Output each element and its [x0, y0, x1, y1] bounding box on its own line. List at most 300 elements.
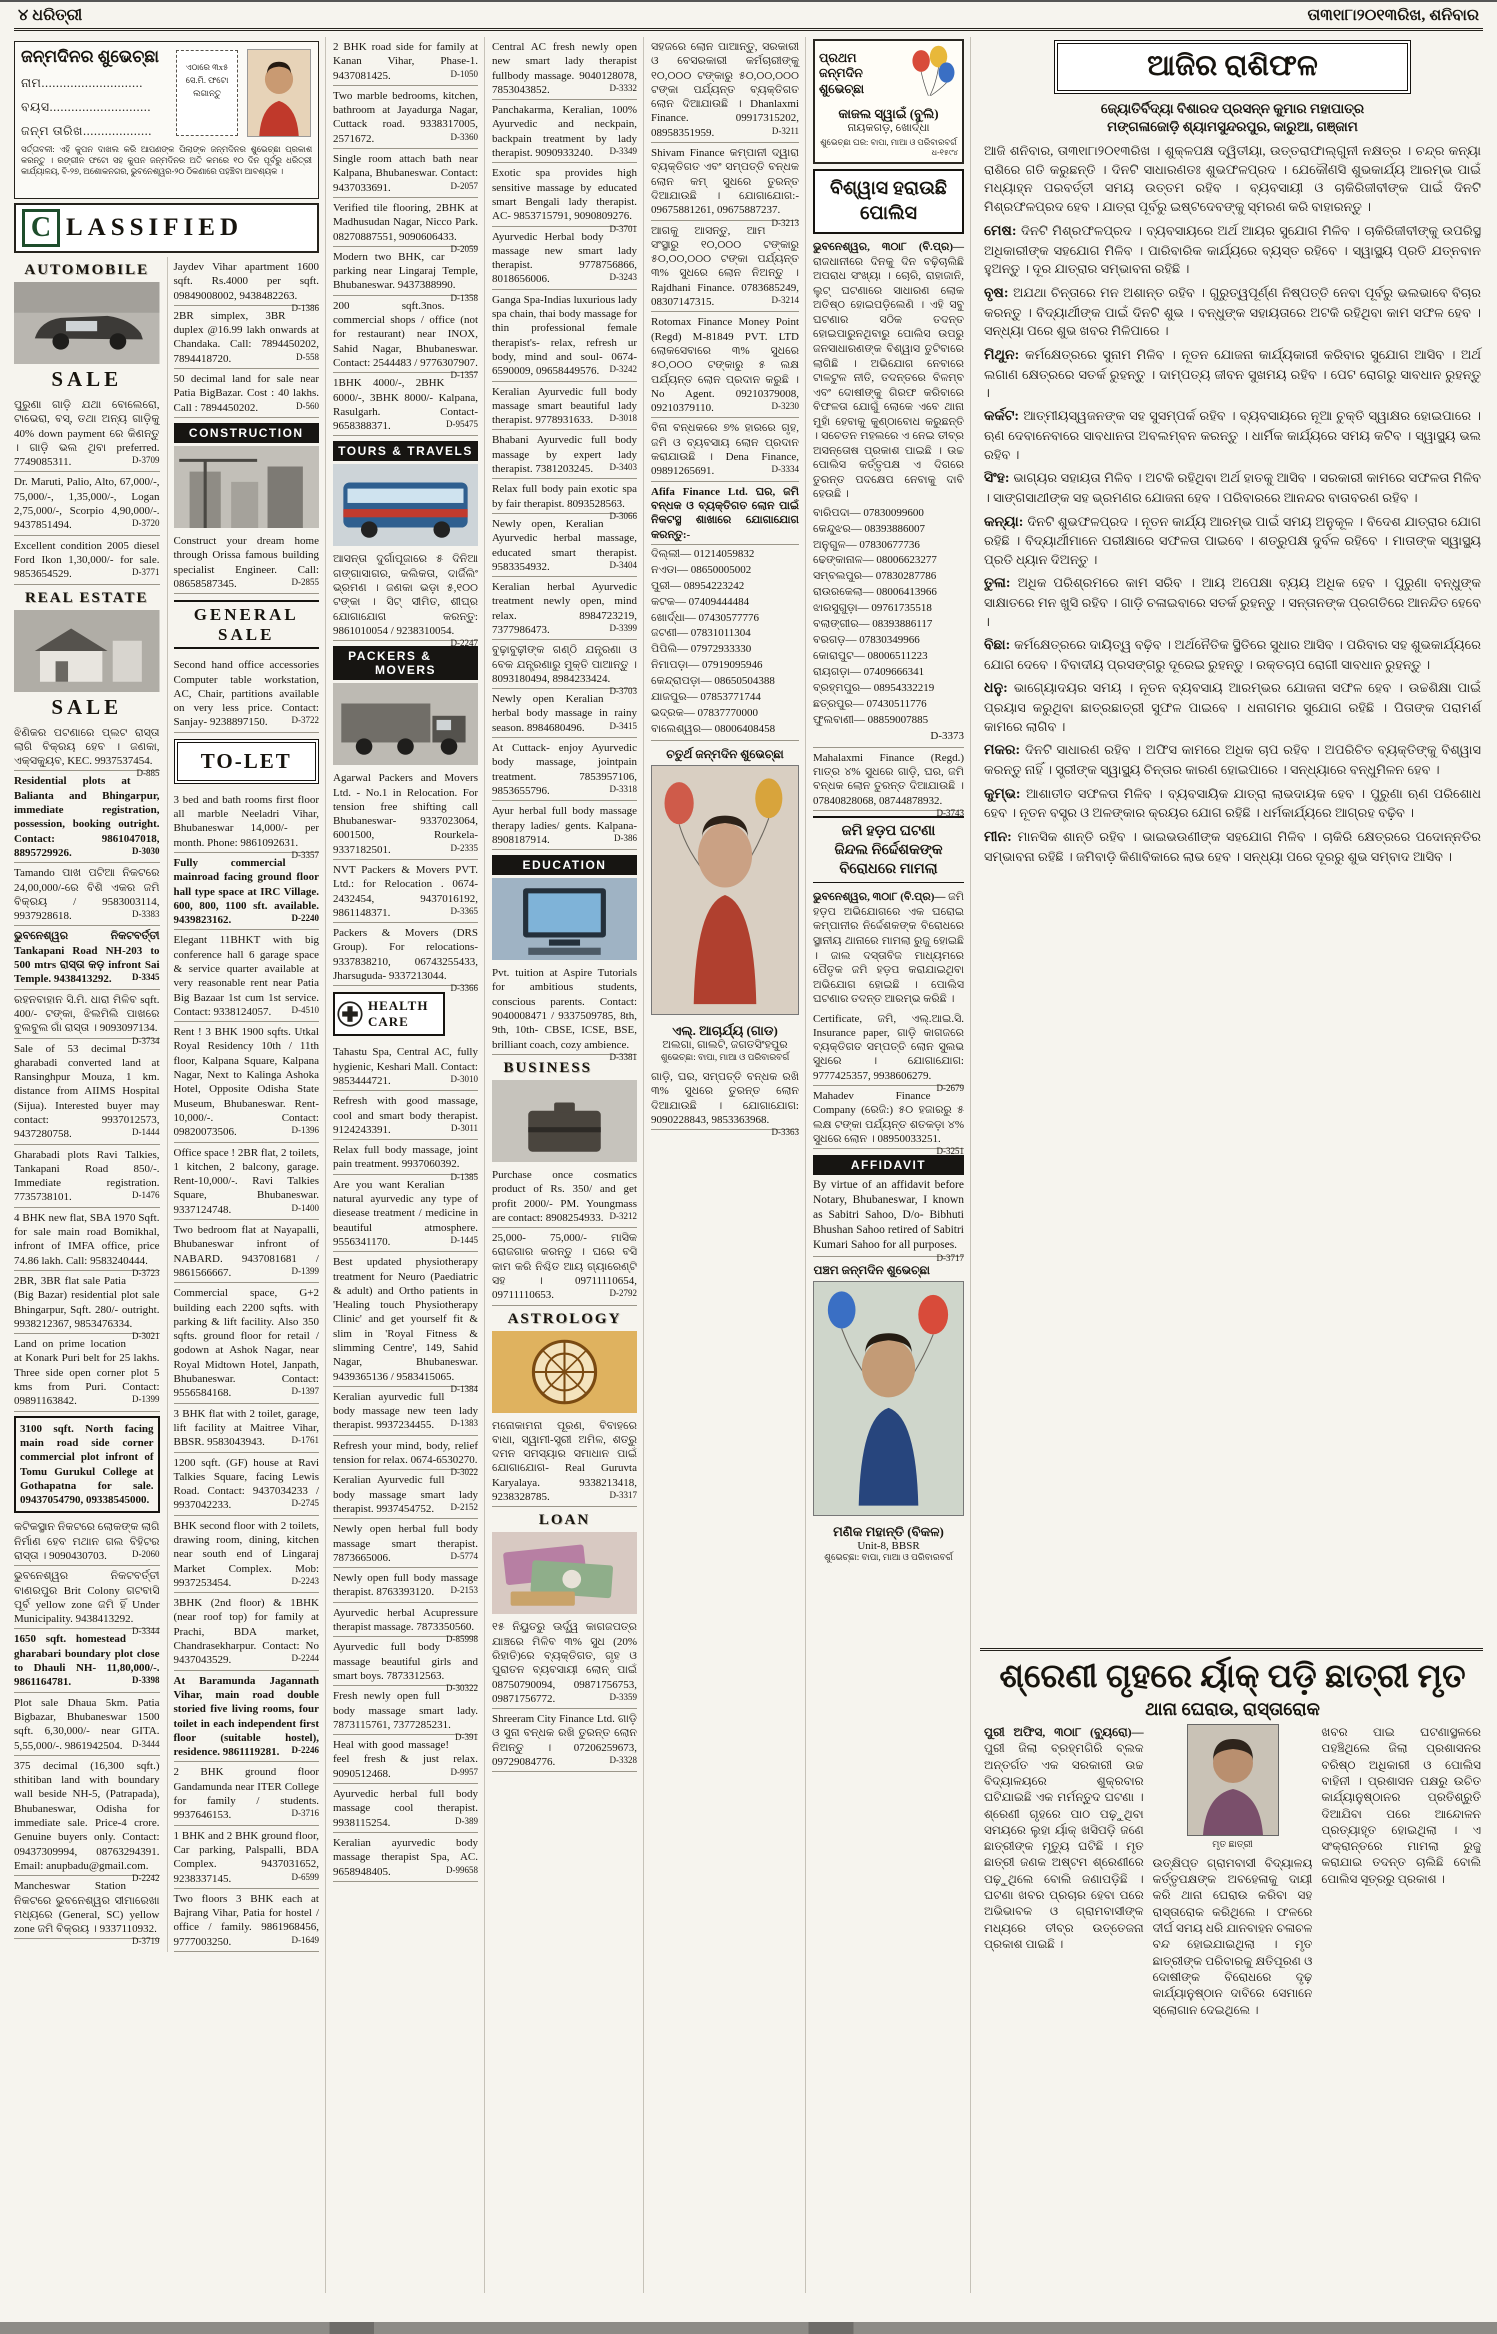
general-sale-label: SALE	[218, 624, 275, 644]
ad-code: D-2792	[609, 1288, 637, 1299]
coupon-title: ଜନ୍ମଦିନର ଶୁଭେଚ୍ଛା	[21, 47, 160, 66]
astrology-title: ASTROLOGY	[507, 1310, 622, 1327]
classified-ad	[333, 1140, 478, 1182]
zodiac-sign-name: ସିଂହ :	[984, 471, 1013, 486]
fourth-birthday-place: ଅଲଗା, ଗାଲଟି, ଜଗତସିଂହପୁର	[662, 1039, 788, 1052]
classified-ad	[333, 1436, 478, 1478]
classified-ad	[333, 860, 478, 923]
ad-text: NVT Packers & Movers PVT. Ltd.: for Relocation . 0674-2432454, 9437016192, 9861148371.	[333, 863, 478, 919]
branch-phone-entry: ଫୁଲବାଣୀ— 08859007885	[813, 713, 929, 726]
classified-ad	[333, 1091, 478, 1140]
branch-phone-entry: ସମ୍ବଲପୁର— 07830287786	[813, 570, 937, 583]
ad-code: D-3010	[450, 1073, 478, 1084]
horoscope-sign-entry	[984, 284, 1481, 341]
ad-text: ବୁଢ଼ାବୁଢ଼ୀଙ୍କ ଗଣ୍ଠି ଯନ୍ତ୍ରଣା ଓ ବେକ ଯନ୍ତ୍ରଣାରୁ ମୁକ୍ତି ପାଆନ୍ତୁ । 8093180494, 8984233424.	[492, 644, 637, 685]
zodiac-sign-prediction: କର୍ମକ୍ଷେତ୍ରରେ ଦାୟିତ୍ୱ ବଢ଼ିବ । ଅର୍ଥନୈତିକ ସ୍ଥିତିରେ ସୁଧାର ଆସିବ । ପରିବାର ସହ ଶୁଭକାର୍ଯ୍ୟରେ ଯୋଗ ଦେବେ । ବିବାଦୀୟ ପ୍ରସଙ୍ଗରୁ ଦୂରେଇ ରୁହନ୍ତୁ । ରକ୍ତଚାପ ରୋଗୀ ସାବଧାନ ରୁହନ୍ତୁ ।	[984, 637, 1481, 673]
classified-ad	[651, 312, 799, 418]
ad-text: Two bedroom flat at Nayapalli, Bhubaneswar infront of NABARD. 9437081681 / 9861566667.	[173, 1224, 319, 1279]
ad-text: Two marble bedrooms, kitchen, bathroom at Jayadurga Nagar, Cuttack road. 9338317005, 2571672.	[333, 89, 478, 145]
classified-ad	[14, 771, 160, 863]
column4-top-ads	[492, 37, 637, 850]
ad-text: Newly open herbal full body massage smart therapist. 7873665006.	[333, 1523, 478, 1564]
ad-text: Mahadev Finance Company (ରେଜି:) ୫୦ ହଜାରରୁ ୫ ଲକ୍ଷ ଟଙ୍କା ପର୍ଯ୍ୟନ୍ତ ଶତକଡ଼ା ୪% ସୁଧରେ ଲୋନ । 08950033251.	[813, 1090, 964, 1145]
horoscope-sign-entry	[984, 513, 1481, 570]
first-birthday-place: ନାୟକଗଡ଼, ଖୋର୍ଦ୍ଧା	[847, 122, 930, 134]
ad-text: Rent ! 3 BHK 1900 sqfts. Utkal Royal Residency 10th / 11th floor, Kalpana Square, Kalpana Nagar, Next to Kalinga Ashoka Hotel, Opposite Odisha State Museum, Bhubaneswar. Rent-10,000/-. Contact: 09820073506.	[173, 1026, 319, 1139]
classified-ad	[333, 149, 478, 198]
ad-text: 2BR, 3BR flat sale Patia (Big Bazar) residential plot sale Bhingarpur, Sqft. 280/- outright. 9938212367, 9853476334.	[14, 1274, 160, 1330]
classified-ad	[333, 1042, 478, 1091]
classified-ad	[174, 1671, 320, 1763]
branch-phone-entry: ବାଲେଶ୍ୱର— 08006408458	[651, 723, 776, 736]
classified-ad	[813, 1086, 964, 1157]
first-birthday-wisher: ଶୁଭେଚ୍ଛା ଘର: ବାପା, ମାଆ ଓ ପରିବାରବର୍ଗ	[820, 137, 957, 147]
classified-ad	[173, 790, 320, 860]
ad-text: 3 BHK flat with 2 toilet, garage, lift facility at Maitree Vihar, BBSR. 9583043943.	[173, 1407, 319, 1449]
zodiac-sign-name: ମୀନ :	[984, 830, 1018, 845]
date-line: ତା୩୧ା୮ା୨୦୧୩ରିଖ, ଶନିବାର	[1307, 7, 1479, 24]
deceased-student-photo	[1187, 1724, 1279, 1836]
ad-code: D-3709	[132, 455, 160, 466]
zodiac-sign-name: ବିଛା :	[984, 638, 1014, 653]
classified-ad	[333, 373, 478, 436]
astrology-ads	[492, 1416, 637, 1508]
ad-code: D-3701	[609, 223, 637, 234]
automobile-ads	[14, 395, 160, 585]
health-care-title: HEALTH CARE	[368, 998, 429, 1030]
ad-code: D-2240	[291, 913, 319, 924]
general-label: GENERAL	[193, 605, 299, 625]
page-number: ୪ ଧରିତ୍ରୀ	[18, 7, 83, 24]
classified-ad	[333, 1784, 478, 1833]
medical-cross-icon	[337, 1001, 363, 1027]
zodiac-sign-name: କନ୍ୟା :	[984, 515, 1027, 530]
ad-code: D-3360	[450, 131, 478, 142]
classified-ad	[174, 1022, 320, 1142]
tours-title: TOURS & TRAVELS	[333, 441, 478, 461]
first-birthday-name: କାଜଲ ସ୍ୱାଇଁ (ବୁଲି)	[838, 106, 939, 121]
ad-code: D-4510	[291, 1004, 319, 1015]
ad-code: D-3716	[291, 1808, 319, 1819]
ad-text: 2 BHK ground floor Gandamunda near ITER College for family / students. 9937646153.	[173, 1766, 319, 1822]
ad-text: Relax full body massage, joint pain treatment. 9937060392.	[333, 1144, 478, 1171]
classified-ad	[174, 853, 320, 930]
ad-text: 1 BHK and 2 BHK ground floor, Car parking, Palspalli, BDA Complex. 9437031652, 9238337145.	[173, 1829, 319, 1885]
section-general-sale	[174, 600, 320, 649]
classified-ad	[333, 923, 478, 994]
horoscope-sign-entry	[984, 407, 1481, 464]
branch-phone-entry: କଟକ— 07409444484	[651, 595, 750, 608]
afifa-branch-list-a	[651, 545, 799, 741]
ad-text: Verified tile flooring, 2BHK at Madhusudan Nagar, Nicco Park. 08270887551, 9090606433.	[333, 201, 478, 243]
ad-code: D-3363	[771, 1127, 799, 1138]
classified-ad	[492, 963, 637, 1062]
ad-code: D-1476	[132, 1190, 160, 1201]
classified-ad	[14, 1876, 160, 1947]
ad-code: D-3399	[609, 622, 637, 633]
classified-masthead	[14, 203, 319, 253]
computer-photo	[492, 878, 637, 960]
classified-ad	[14, 1145, 160, 1208]
column3-top-ads	[333, 37, 478, 436]
business-ads	[492, 1165, 637, 1306]
ad-code: D-3030	[132, 845, 160, 856]
land-grab-headline: ଜମି ହଡ଼ପ ଘଟଣା ଜିନ୍ଦଲ ନିର୍ଦ୍ଦେଶକଙ୍କ ବିରୋଧରେ ମାମଲା	[813, 816, 964, 884]
ad-code: D-95475	[446, 419, 478, 430]
ad-code: D-3365	[450, 905, 478, 916]
horoscope-astrologer: ଜ୍ୟୋତିର୍ବିଦ୍ୟା ବିଶାରଦ ପ୍ରସନ୍ନ କୁମାର ମହାପାତ୍ର	[1100, 100, 1365, 116]
ad-code: D-1358	[450, 292, 478, 303]
ad-text: Fresh newly open full body massage smart lady. 7873115761, 7377285231.	[333, 1690, 478, 1731]
ad-text: Single room attach bath near Kalpana, Bhubaneswar. Contact: 9437033691.	[333, 153, 478, 194]
photo-placeholder-box: ଏଠାରେ ୩x୫ ସେ.ମି. ଫଟୋ ଲଗାନ୍ତୁ	[176, 50, 238, 136]
news-body-column-1: ପୁରୀ ଅଫିସ, ୩୦ା୮ (ବ୍ୟୁରୋ)— ପୁରୀ ଜିଲା ବ୍ରହ୍ମଗିରି ବ୍ଲକ ଅନ୍ତର୍ଗତ ଏକ ସରକାରୀ ଉଚ୍ଚ ବିଦ୍ୟାଳୟରେ ଶୁକ୍ରବାର ଘଟିଯାଇଛି ଏକ ମର୍ମନ୍ତୁଦ ଘଟଣା । ଶ୍ରେଣୀ ଗୃହରେ ପାଠ ପଢ଼ୁଥିବା ସମୟରେ ଲୁହା ର୍ୟାକ୍ ଖସିପଡ଼ି ଜଣେ ଛାତ୍ରୀଙ୍କ ମୃତ୍ୟୁ ଘଟିଛି । ମୃତ ଛାତ୍ରୀ ଜଣକ ଅଷ୍ଟମ ଶ୍ରେଣୀରେ ପଢ଼ୁଥିଲେ ବୋଲି ଜଣାପଡ଼ିଛି । ଘଟଣା ଖବର ପ୍ରଚାର ହେବା ପରେ ଅଭିଭାବକ ଓ ଗ୍ରାମବାସୀଙ୍କ ମଧ୍ୟରେ ତୀବ୍ର ଉତ୍ତେଜନା ପ୍ରକାଶ ପାଇଛି ।	[984, 1724, 1144, 1952]
classified-ad	[14, 863, 160, 926]
section-construction	[174, 423, 320, 528]
ad-code: D-1386	[291, 302, 319, 313]
ad-text: Purchase once cosmatics product of Rs. 350/ and get profit 2000/- PM. Youngmass are contact: 8908254933.	[492, 1168, 637, 1224]
branch-phone-entry: ବ୍ରହ୍ମପୁର— 08954332219	[813, 681, 935, 694]
ad-code: D-3722	[291, 715, 319, 726]
ad-text: Construct your dream home through Orissa famous building specialist Engineer. Call: 08658587345.	[173, 534, 319, 590]
zodiac-sign-name: ମେଷ :	[984, 224, 1021, 239]
classified-ad	[173, 257, 320, 313]
classified-ad	[492, 290, 637, 382]
ad-text: 50 decimal land for sale near Patia BigBazar. Cost : 40 lakhs. Call : 7894450202.	[173, 373, 319, 414]
zodiac-wheel-photo	[492, 1331, 637, 1413]
ad-code: D-3317	[609, 1490, 637, 1501]
ad-text: ଗାଡ଼ି, ଘର, ସମ୍ପତ୍ତି ବନ୍ଧକ ରଖି ୩% ସୁଧରେ ତୁରନ୍ତ ଲୋନ ଦିଆଯାଉଛି । ଯୋଗାଯୋଗ: 9090228843, 9853363968.	[651, 1071, 799, 1126]
police-news-headline: ବିଶ୍ୱାସ ହରାଉଛି ପୋଲିସ	[813, 169, 964, 234]
coupon-note: ସର୍ତ୍ତାବଳୀ: ଏହି କୁପନ ଦାଖଲ କରି ଆପଣଙ୍କ ପିଲାଙ୍କ ଜନ୍ମଦିନର ଶୁଭେଚ୍ଛା ପ୍ରକାଶ କରନ୍ତୁ । ରଙ୍ଗୀନ ଫଟୋ ସହ କୁପନ ଜନ୍ମଦିନର ଅତି କମରେ ୧୦ ଦିନ ପୂର୍ବରୁ ଧରିତ୍ରୀ କାର୍ଯ୍ୟାଳୟ, ବି-୨୭, ଅଶୋକନଗର, ଭୁବନେଶ୍ୱର-୨୦ ଠିକଣାରେ ପହଞ୍ଚିବା ଆବଶ୍ୟକ ।	[21, 145, 312, 176]
ad-text: 375 decimal (16,300 sqft.) sthitiban land with boundary wall beside NH-5, (Patrapada), Bhubaneswar, Odisha for immediate sale. Price-4 crore. Genuine buyers only. Contact: 09437309994, 08763294391. Email: anupbadu@gmail.com.	[14, 1759, 160, 1872]
zodiac-sign-prediction: ଭାଗ୍ୟୋଦୟର ସମୟ । ନୂତନ ବ୍ୟବସାୟ ଆରମ୍ଭର ଯୋଜନା ସଫଳ ହେବ । ଉଚ୍ଚଶିକ୍ଷା ପାଇଁ ପ୍ରୟାସ କରୁଥିବା ଛାତ୍ରଛାତ୍ରୀ ସୁଫଳ ପାଇବେ । ଧନାଗମର ସୁଯୋଗ ରହିଛି । ପିତାଙ୍କ ପରାମର୍ଶ କାମରେ ଲାଗିବ ।	[984, 680, 1481, 734]
ad-text: At Cuttack- enjoy Ayurvedic body massage, jointpain treatment. 7853957106, 9853655796.	[492, 742, 637, 797]
ad-code: D-1385	[450, 1171, 478, 1182]
zodiac-sign-prediction: ଦିନଟି ମିଶ୍ରଫଳପ୍ରଦ । ବ୍ୟବସାୟରେ ଅର୍ଥ ଆୟର ସୁଯୋଗ ମିଳିବ । ଚାକିରିଜୀବୀଙ୍କୁ ଉପରିସ୍ଥ ଅଧିକାରୀଙ୍କ ସହଯୋଗ ମିଳିବ । ପାରିବାରିକ କାର୍ଯ୍ୟରେ ବ୍ୟସ୍ତ ରହିବେ । ସ୍ୱାସ୍ଥ୍ୟ ପ୍ରତି ଯତ୍ନବାନ ହୁଅନ୍ତୁ । ଦୂର ଯାତ୍ରାର ସମ୍ଭାବନା ରହିଛି ।	[984, 223, 1481, 277]
classified-ad	[14, 1208, 160, 1278]
ad-text: Central AC fresh newly open new smart lady therapist fullbody massage. 9040128078, 7853043852.	[492, 41, 637, 96]
ad-code: D-1445	[450, 1234, 478, 1245]
finance-ads-bottom	[651, 1067, 799, 1138]
ad-text: Shreeram City Finance Ltd. ଗାଡ଼ି ଓ ସୁନା ବନ୍ଧକ ରଖି ତୁରନ୍ତ ଲୋନ ନିଅନ୍ତୁ । 07206259673, 09729084776.	[492, 1713, 637, 1769]
business-title: BUSINESS	[503, 1059, 593, 1076]
ad-text: Fully commercial mainroad facing ground floor hall type space at IRC Village. 600, 800, 1100 sft. available. 9439823162.	[173, 856, 319, 927]
branch-phone-entry: ଜଟଣୀ— 07831011304	[651, 627, 751, 640]
classified-ad	[14, 1693, 160, 1756]
ad-text: ଆଗକୁ ଆସନ୍ତୁ, ଆମ ସଂସ୍ଥାରୁ ୧୦,୦୦୦ ଟଙ୍କାରୁ ୫୦,୦୦,୦୦୦ ଟଙ୍କା ପର୍ଯ୍ୟନ୍ତ ୩% ସୁଧରେ ଲୋନ ନିଅନ୍ତୁ । Rajdhani Finance. 0783685249, 08307147315.	[651, 224, 799, 309]
ad-text: Gharabadi plots Ravi Talkies, Tankapani Road 850/-. Immediate registration. 7735738101.	[14, 1148, 160, 1204]
branch-phone-entry: ଖୋର୍ଦ୍ଧା— 07430577776	[651, 611, 760, 624]
ad-text: Office space ! 2BR flat, 2 toilets, 1 kitchen, 2 balcony, garage. Rent-10,000/-. Ravi Talkies Square, Bhubaneswar. 9337124748.	[173, 1146, 319, 1216]
ad-code: D-386	[614, 832, 637, 843]
ad-code: D-9957	[450, 1766, 478, 1777]
land-grab-dateline: ଭୁବନେଶ୍ୱର, ୩୦ା୮ (ବି.ପ୍ର)—	[813, 891, 946, 904]
zodiac-sign-name: ବୃଷ :	[984, 286, 1013, 301]
ad-code: D-3349	[609, 146, 637, 157]
column6-finance-ads-2	[813, 1009, 964, 1157]
ad-code: D-3243	[609, 272, 637, 283]
ad-code: D-3344	[132, 1626, 160, 1637]
ad-code: D-5774	[450, 1550, 478, 1561]
horoscope-sign-entry	[984, 469, 1481, 507]
classified-ad	[492, 163, 637, 234]
classified-ad	[174, 1453, 320, 1516]
land-grab-body: ଭୁବନେଶ୍ୱର, ୩୦ା୮ (ବି.ପ୍ର)— ଜମି ହଡ଼ପ ଅଭିଯୋଗରେ ଏକ ଘରୋଇ କମ୍ପାନୀର ନିର୍ଦ୍ଦେଶକଙ୍କ ବିରୋଧରେ ସ୍ଥାନୀୟ ଥାନାରେ ମାମଲା ରୁଜୁ ହୋଇଛି । ଜାଲ ଦସ୍ତାବିଜ ମାଧ୍ୟମରେ ପୈତୃକ ଜମି ହଡ଼ପ କରାଯାଇଥିବା ଅଭିଯୋଗ ହୋଇଛି । ପୋଲିସ ଘଟଣାର ତଦନ୍ତ ଆରମ୍ଭ କରିଛି ।	[813, 891, 964, 1006]
construction-ads	[174, 531, 320, 594]
ad-text: Commercial space, G+2 building each 2200 sqfts. with parking & lift facility. Also 350 sqfts. ground floor for retail / godown at Ashok Nagar, near Royal Midtown Hotel, Janpath, Bhubaneswar. Contact: 9556584168.	[173, 1287, 319, 1400]
ad-code: D-3022	[450, 1467, 478, 1478]
ad-text: Ayur herbal full body massage therapy ladies/ gents. Kalpana- 8908187914.	[492, 805, 637, 846]
ad-code: D-3743	[936, 807, 964, 818]
ad-code: D-3251	[936, 1146, 964, 1157]
zodiac-sign-prediction: ଅଯଥା ଚିନ୍ତାରେ ମନ ଅଶାନ୍ତ ରହିବ । ଗୁରୁତ୍ୱପୂର୍ଣ୍ଣ ନିଷ୍ପତ୍ତି ନେବା ପୂର୍ବରୁ ଭଲଭାବେ ବିଚାର କରନ୍ତୁ । ବିଦ୍ୟାର୍ଥୀଙ୍କ ପାଇଁ ଦିନଟି ଶୁଭ । ବନ୍ଧୁଙ୍କ ସହାୟତାରେ ଅଟକି ରହିଥିବା କାମ ସଫଳ ହେବ । ସନ୍ଧ୍ୟା ପରେ ଶୁଭ ଖବର ମିଳିପାରେ ।	[984, 284, 1481, 339]
ad-text: Tamando ପାଖ ପଟିଆ ନିକଟରେ 24,00,000/-ରେ ବିଶି ଏକର ଜମି ବିକ୍ରୟ / 9583003114, 9937928618.	[14, 867, 160, 923]
branch-phone-entry: ଦିଲ୍ଲୀ— 01214059832	[651, 547, 755, 560]
classified-ad	[333, 1252, 478, 1394]
classified-ad	[651, 418, 799, 481]
ad-text: Mancheswar Station ନିକଟରେ ଭୁବନେଶ୍ୱର ସୀମାରେଖା ମଧ୍ୟରେ (General, SC) yellow zone ଜମି ବିକ୍ରୟ । 9337110932.	[14, 1880, 160, 1936]
ad-text: Packers & Movers (DRS Group). For relocations-9337838210, 06743255433, Jharsuguda- 9337213044.	[333, 927, 478, 983]
ad-code: D-3334	[771, 464, 799, 475]
horoscope-title: ଆଜିର ରାଶିଫଳ	[1054, 40, 1412, 94]
news-dateline: ପୁରୀ ଅଫିସ, ୩୦ା୮ (ବ୍ୟୁରୋ)—	[984, 1724, 1144, 1739]
classified-ad	[492, 1709, 637, 1772]
horoscope-column	[980, 37, 1483, 1651]
ad-code: D-3359	[609, 1691, 637, 1702]
classified-ad	[14, 1039, 160, 1145]
ad-code: D-558	[296, 351, 319, 362]
classified-ad	[14, 1416, 160, 1514]
ad-code: D-1050	[450, 68, 478, 79]
ad-code: D-6599	[291, 1871, 319, 1882]
classified-ad	[14, 1629, 160, 1692]
zodiac-sign-prediction: ମାନସିକ ଶାନ୍ତି ରହିବ । ଭାଇଭଉଣୀଙ୍କ ସହଯୋଗ ମିଳିବ । ଚାକିରି କ୍ଷେତ୍ରରେ ପଦୋନ୍ନତିର ସମ୍ଭାବନା ରହିଛି । ଜମିବାଡ଼ି କିଣାବିକାରେ ଲାଭ ହେବ । ସନ୍ଧ୍ୟା ପରେ ଦୂରରୁ ଶୁଭ ସମ୍ବାଦ ଆସିବ ।	[984, 828, 1481, 864]
column2-top-ads	[174, 257, 320, 418]
classified-ad	[492, 100, 637, 163]
zodiac-sign-prediction: ଦିନଟି ସାଧାରଣ ରହିବ । ଅଫିସ କାମରେ ଅଧିକ ଚାପ ରହିବ । ଅପରିଚିତ ବ୍ୟକ୍ତିଙ୍କୁ ବିଶ୍ୱାସ କରନ୍ତୁ ନାହିଁ । ସ୍ତ୍ରୀଙ୍କ ସ୍ୱାସ୍ଥ୍ୟ ଚିନ୍ତାର କାରଣ ହୋଇପାରେ । ସନ୍ଧ୍ୟାରେ ବନ୍ଧୁମିଳନ ହେବ ।	[984, 742, 1481, 778]
packers-title: PACKERS & MOVERS	[333, 646, 478, 680]
news-body-column-2: ମୃତ ଛାତ୍ରୀ ଉତ୍‌କ୍ଷିପ୍ତ ଗ୍ରାମବାସୀ ବିଦ୍ୟାଳୟ କର୍ତ୍ତୃପକ୍ଷଙ୍କ ଅବହେଳାକୁ ଦାୟୀ କରି ଥାନା ଘେରାଉ କରିବା ସହ ରାସ୍ତାରୋକ କରିଥିଲେ । ଫଳରେ ଦୀର୍ଘ ସମୟ ଧରି ଯାନବାହନ ଚଳାଚଳ ବନ୍ଦ ହୋଇଯାଇଥିଲା । ମୃତ ଛାତ୍ରୀଙ୍କ ପରିବାରକୁ କ୍ଷତିପୂରଣ ଓ ଦୋଷୀଙ୍କ ବିରୋଧରେ ଦୃଢ଼ କାର୍ଯ୍ୟାନୁଷ୍ଠାନ ଦାବିରେ ସେମାନେ ସ୍ଲୋଗାନ ଦେଇଥିଲେ ।	[1153, 1724, 1313, 2018]
branch-phone-entry: ରାଉରକେଲା— 08006413966	[813, 586, 937, 599]
branch-phone-entry: ପୁରୀ— 08954223242	[651, 579, 745, 592]
ad-text: Excellent condition 2005 diesel Ford Ikon 1,30,000/- for sale. 9853654529.	[14, 539, 160, 581]
horoscope-sign-entry	[984, 574, 1481, 631]
classified-ad	[333, 86, 478, 149]
classified-ad	[333, 1568, 478, 1603]
zodiac-sign-name: ମକର :	[984, 743, 1025, 758]
ad-text: Agarwal Packers and Movers Ltd. - No.1 in Relocation. For tension free shifting call Bhubaneswar- 9337023064, 6001500, Rourkela-9337182501.	[333, 772, 478, 856]
ad-text: Keralian herbal Ayurvedic treatment newly open, mind relax. 8984723219, 7377986473.	[492, 581, 637, 636]
ad-code: D-3723	[132, 1267, 160, 1278]
afifa-branch-list-b	[813, 504, 964, 748]
branch-phone-entry: ଛତ୍ରପୁର— 07430511776	[813, 697, 927, 710]
classified-ad	[174, 1283, 320, 1403]
classified-ad	[174, 930, 320, 1022]
ad-code: D-1357	[450, 370, 478, 381]
classified-ad	[174, 1143, 320, 1220]
ad-code: D-2153	[450, 1585, 478, 1596]
classified-ad	[14, 990, 160, 1046]
classified-ad	[14, 1334, 160, 1411]
ad-text: Keralian Ayurvedic full body massage smart lady therapist. 9937454752.	[333, 1474, 478, 1515]
fifth-birthday-photo	[813, 1281, 964, 1516]
classified-c-initial: C	[22, 209, 60, 247]
ad-text: କଟିକସ୍ଥାନ ନିକଟରେ ଲୋକଙ୍କ ଲାଗି ନିର୍ମାଣ ହେବ ମଥାନ ଗଲ ବିହିଟର ରାସ୍ତା । 9090430703.	[14, 1521, 160, 1562]
ad-text: Ayurvedic full body massage beautiful girls and smart boys. 7873312563.	[333, 1641, 478, 1682]
ad-text: Refresh with good massage, cool and smart body therapist. 9124243391.	[333, 1095, 478, 1136]
section-affidavit: AFFIDAVIT	[813, 1155, 964, 1175]
classified-ad	[174, 1889, 320, 1952]
ad-text: Plot sale Dhaua 5km. Patia Bigbazar, Bhubaneswar 1500 sqft. 6,30,000/- near GITA. 5,55,000/-. 9861942504.	[14, 1696, 160, 1752]
ad-code: D-3018	[609, 413, 637, 424]
horoscope-intro: ଆଜି ଶନିବାର, ତା୩୧ା୮ା୨୦୧୩ରିଖ । ଶୁକ୍ଳପକ୍ଷ ଦ୍ୱିତୀୟା, ଉତ୍ତରାଫାଲ୍‌ଗୁନୀ ନକ୍ଷତ୍ର । ଚନ୍ଦ୍ର କନ୍ୟା ରାଶିରେ ଗତି କରୁଛନ୍ତି । ଦିନଟି ସାଧାରଣତଃ ଶୁଭଫଳପ୍ରଦ । ଯେକୌଣସି ଶୁଭକାର୍ଯ୍ୟ ଆରମ୍ଭ ପାଇଁ ମଧ୍ୟାହ୍ନ ପରବର୍ତ୍ତୀ ସମୟ ଉତ୍ତମ ରହିବ । ବ୍ୟବସାୟୀ ଓ ଚାକିରିଜୀବୀଙ୍କ ପାଇଁ ଦିନଟି ମିଶ୍ରଫଳପ୍ରଦ ହେବ । ଯାତ୍ରା ପୂର୍ବରୁ ଇଷ୍ଟଦେବଙ୍କୁ ସ୍ମରଣ କରି ବାହାରନ୍ତୁ ।	[984, 143, 1481, 214]
to-let-ads	[174, 790, 320, 1952]
news-headline: ଶ୍ରେଣୀ ଗୃହରେ ର୍ୟାକ୍ ପଡ଼ି ଛାତ୍ରୀ ମୃତ	[999, 1659, 1466, 1695]
ad-code: D-1383	[450, 1418, 478, 1429]
zodiac-sign-name: ଧନୁ :	[984, 681, 1014, 696]
ad-code: D-2060	[132, 1549, 160, 1559]
fourth-birthday-name: ଏଲ୍. ଆଚାର୍ଯ୍ୟ (ଗାଡ)	[672, 1023, 778, 1039]
branch-phone-entry: କୋରାପୁଟ— 08006511223	[813, 650, 928, 663]
truck-photo	[333, 683, 478, 765]
ad-text: ୧୫ ନିୟୁତରୁ ଊର୍ଦ୍ଧ୍ୱ କାଗଜପତ୍ର ଯାଞ୍ଚରେ ମିଳିବ ୩% ସୁଧ (20% ରିହାତି)ରେ ବ୍ୟକ୍ତିଗତ, ଗୃହ ଓ ପୁରାତନ ବ୍ୟବସାୟୀ ଲୋନ୍ ପାଇଁ 08750790094, 09871756753, 09871756772.	[492, 1621, 637, 1705]
classified-ad	[14, 926, 160, 989]
classified-column-1	[14, 257, 160, 1952]
branch-phone-entry: ବରଗଡ଼— 07830349966	[813, 634, 920, 647]
zodiac-sign-name: ମିଥୁନ :	[984, 348, 1025, 363]
ad-text: 2BR simplex, 3BR duplex @16.99 lakh onwards at Chandaka. Call: 7894450202, 7894418720.	[173, 309, 319, 365]
classified-ad	[492, 37, 637, 100]
ad-text: Keralian ayurvedic full body massage new teen lady therapist. 9937234455.	[333, 1390, 478, 1432]
ad-code: D-3383	[132, 909, 160, 920]
news-article	[980, 1651, 1483, 2018]
ad-code: D-2855	[291, 576, 319, 587]
classified-ad	[492, 1228, 637, 1305]
real-estate-sale-label: SALE	[51, 694, 123, 719]
ad-code: D-3415	[609, 720, 637, 731]
branch-phone-entry: ନଏଡା— 08650005002	[651, 563, 752, 576]
classified-ad	[14, 1271, 160, 1342]
ad-code: D-1444	[132, 1127, 160, 1138]
health-care-ads	[333, 1042, 478, 1881]
bus-photo	[333, 464, 478, 546]
real-estate-title: REAL ESTATE	[24, 589, 149, 606]
section-health-care	[333, 992, 445, 1036]
ad-code: D-1399	[132, 1394, 160, 1405]
ad-code: D-2246	[291, 1745, 319, 1756]
classified-ad	[492, 430, 637, 479]
ad-text: Land on prime location at Konark Puri belt for 25 lakhs. Three side open corner plot 5 kms from Puri. Contact: 09891163842.	[14, 1338, 160, 1408]
ad-code: D-85998	[446, 1634, 478, 1645]
ad-code: D-3230	[771, 401, 799, 412]
ad-text: ଭୁବନେଶ୍ୱର ନିକଟବର୍ତ୍ତୀ ବାଣରପୁର Brit Colony ଗଟବାସି ପୂର୍ବ yellow zone ଜମି ହିଁ Under Municipality. 9438413292.	[14, 1570, 160, 1626]
ad-code: D-1397	[291, 1386, 319, 1397]
ad-text: Are you want Keralian natural ayurvedic any type of diesease treatment / medicine in beautiful atmosphere. 9556341170.	[333, 1178, 478, 1248]
ad-code: D-3444	[132, 1738, 160, 1749]
page-bottom-strip	[0, 2322, 1497, 2334]
classified-ad	[174, 655, 320, 732]
classified-wordmark: LASSIFIED	[66, 214, 243, 241]
fifth-birthday-name: ମଣିକ ମହାନ୍ତି (ବିକଳ)	[833, 1523, 944, 1539]
section-business	[492, 1060, 637, 1162]
branch-phone-entry: କେନ୍ଦ୍ରାପଡ଼ା— 08650504388	[651, 675, 775, 688]
branch-phone-entry: ରାୟଗଡ଼ା— 07409666341	[813, 666, 925, 679]
ad-text: Relax full body pain exotic spa by fair therapist. 8093528563.	[492, 483, 637, 510]
construction-photo	[174, 446, 320, 528]
right-zone	[978, 37, 1483, 2293]
classified-ad	[651, 1067, 799, 1138]
ad-text: Pvt. tuition at Aspire Tutorials for ambitious students, conscious parents. Contact: 9040008471 / 9337509785, 8th, 9th, 10th- CBSE, ICSE, BSE, brilliant coach, cozy ambience.	[492, 967, 637, 1051]
horoscope-sign-entry	[984, 346, 1481, 403]
tours-ads	[333, 549, 478, 649]
affidavit-code: D-3717	[936, 1252, 964, 1263]
classified-ad	[492, 738, 637, 801]
ad-text: Ayurvedic herbal Acupressure therapist massage. 7873350560.	[333, 1606, 478, 1634]
ad-text: Newly open, Keralian Ayurvedic herbal massage, educated smart therapist. 9583354932.	[492, 517, 637, 573]
ad-code: D-3328	[609, 1755, 637, 1766]
classified-ad	[174, 1220, 320, 1283]
ad-code: D-3703	[609, 686, 637, 697]
classified-ad	[492, 479, 637, 521]
classified-ad	[333, 768, 478, 860]
ad-code: D-2335	[450, 842, 478, 853]
ad-text: Heal with good massage! feel fresh & just relax. 9090512468.	[333, 1739, 478, 1780]
classified-ad	[492, 1165, 637, 1228]
classified-ad	[651, 143, 799, 228]
horoscope-address: ମଙ୍ଗଳାଜୋଡ଼ି ଶ୍ୟାମସୁନ୍ଦରପୁର, କାରୁଆ, ଗଞ୍ଜାମ	[1107, 119, 1358, 135]
ad-text: 4 BHK new flat, SBA 1970 Sqft. for sale main road Bomikhal, infront of IMFA office, price 74.86 lakh. Call: 9583240444.	[14, 1211, 160, 1267]
child-photo	[247, 49, 311, 137]
education-ads	[492, 963, 637, 1062]
first-birthday-box	[813, 39, 964, 164]
section-astrology	[492, 1311, 637, 1413]
zodiac-sign-prediction: ଅଧିକ ପରିଶ୍ରମରେ କାମ ସରିବ । ଆୟ ଅପେକ୍ଷା ବ୍ୟୟ ଅଧିକ ହେବ । ପୁରୁଣା ବନ୍ଧୁଙ୍କ ସାକ୍ଷାତରେ ମନ ଖୁସି ରହିବ । ଗାଡ଼ି ଚଳାଇବାରେ ସତର୍କ ରୁହନ୍ତୁ । ସନ୍ତାନଙ୍କ ପ୍ରଗତିରେ ଆନନ୍ଦିତ ହେବେ ।	[984, 575, 1481, 629]
ad-text: Best updated physiotherapy treatment for Neuro (Paediatric & adult) and Ortho patients in 'Healing touch Physiotherapy Clinic' and get yourself fit & slim in 'Royal Fitness & slimming Centre', 149, Sahid Nagar, Bhubaneswar. 9439365136 / 9583415065.	[333, 1256, 478, 1383]
ad-text: ସହଜରେ ଲୋନ ପାଆନ୍ତୁ, ସରକାରୀ ଓ ବେସରକାରୀ କର୍ମଚାରୀଙ୍କୁ ୧୦,୦୦୦ ଟଙ୍କାରୁ ୫୦,୦୦,୦୦୦ ଟଙ୍କା ପର୍ଯ୍ୟନ୍ତ ବ୍ୟକ୍ତିଗତ ଲୋନ ଦିଆଯାଉଛି । Dhanlaxmi Finance. 09917315202, 08958351959.	[651, 41, 799, 139]
car-photo	[14, 282, 160, 364]
ad-code: D-2244	[291, 1653, 319, 1664]
fourth-birthday-wisher: ଶୁଭେଚ୍ଛା: ବାପା, ମାଆ ଓ ପରିବାରବର୍ଗ	[660, 1052, 790, 1063]
branch-phone-entry: ବାରିପଦା— 07830099600	[813, 506, 924, 519]
ad-code: D-3213	[771, 217, 799, 228]
ad-code: D-2057	[450, 180, 478, 191]
zodiac-sign-name: କୁମ୍ଭ :	[984, 787, 1026, 802]
coupon-field: ବୟସ............................	[21, 100, 151, 114]
classified-ad	[174, 1826, 320, 1889]
ad-text: ଆସନ୍ତା ଦୁର୍ଗାପୂଜାରେ ୫ ଦିନିଆ ଗଙ୍ଗାସାଗର, କଲିକତା, ଦାର୍ଜିଲିଂ ଭ୍ରମଣ । ଜଣକା ଭଡ଼ା ୫,୧୦୦ ଟଙ୍କା । ସିଟ୍ ସୀମିତ, ଶୀଘ୍ର ଯୋଗାଯୋଗ କରନ୍ତୁ: 9861010054 / 9238310054.	[333, 553, 478, 637]
ad-code: D-3381	[609, 1051, 637, 1062]
first-birthday-code: ଧ-୧୫୯୪	[931, 148, 958, 157]
construction-title: CONSTRUCTION	[174, 423, 320, 443]
zodiac-sign-name: କର୍କଟ :	[984, 409, 1023, 424]
ad-text: ବିନା ବନ୍ଧକରେ ୭% ହାରରେ ଗୃହ, ଜମି ଓ ବ୍ୟବସାୟ ଲୋନ ପ୍ରଦାନ କରାଯାଉଛି । Dena Finance, 09891265691.	[651, 422, 799, 478]
ad-code: D-1400	[291, 1202, 319, 1213]
ad-code: D-1384	[450, 1383, 478, 1394]
ad-code: D-2059	[450, 243, 478, 254]
classified-ad	[174, 1762, 320, 1825]
classified-ad	[174, 1404, 320, 1453]
classified-ad	[333, 1833, 478, 1882]
ad-text: Mahalaxmi Finance (Regd.) ମାତ୍ର ୪% ସୁଧରେ ଗାଡ଼ି, ଘର, ଜମି ବନ୍ଧକ ଲୋନ ତୁରନ୍ତ ଦିଆଯାଉଛି । 07840828068, 08744878932.	[813, 751, 964, 807]
ad-text: Bhabani Ayurvedic full body massage by expert lady therapist. 7381203245.	[492, 434, 637, 476]
classified-ad	[492, 1617, 637, 1709]
horoscope-sign-entry	[984, 222, 1481, 279]
classified-ad	[492, 227, 637, 290]
ad-code: D-2247	[450, 638, 478, 649]
ad-code: D-1396	[291, 1125, 319, 1136]
classified-column-2	[167, 257, 320, 1952]
